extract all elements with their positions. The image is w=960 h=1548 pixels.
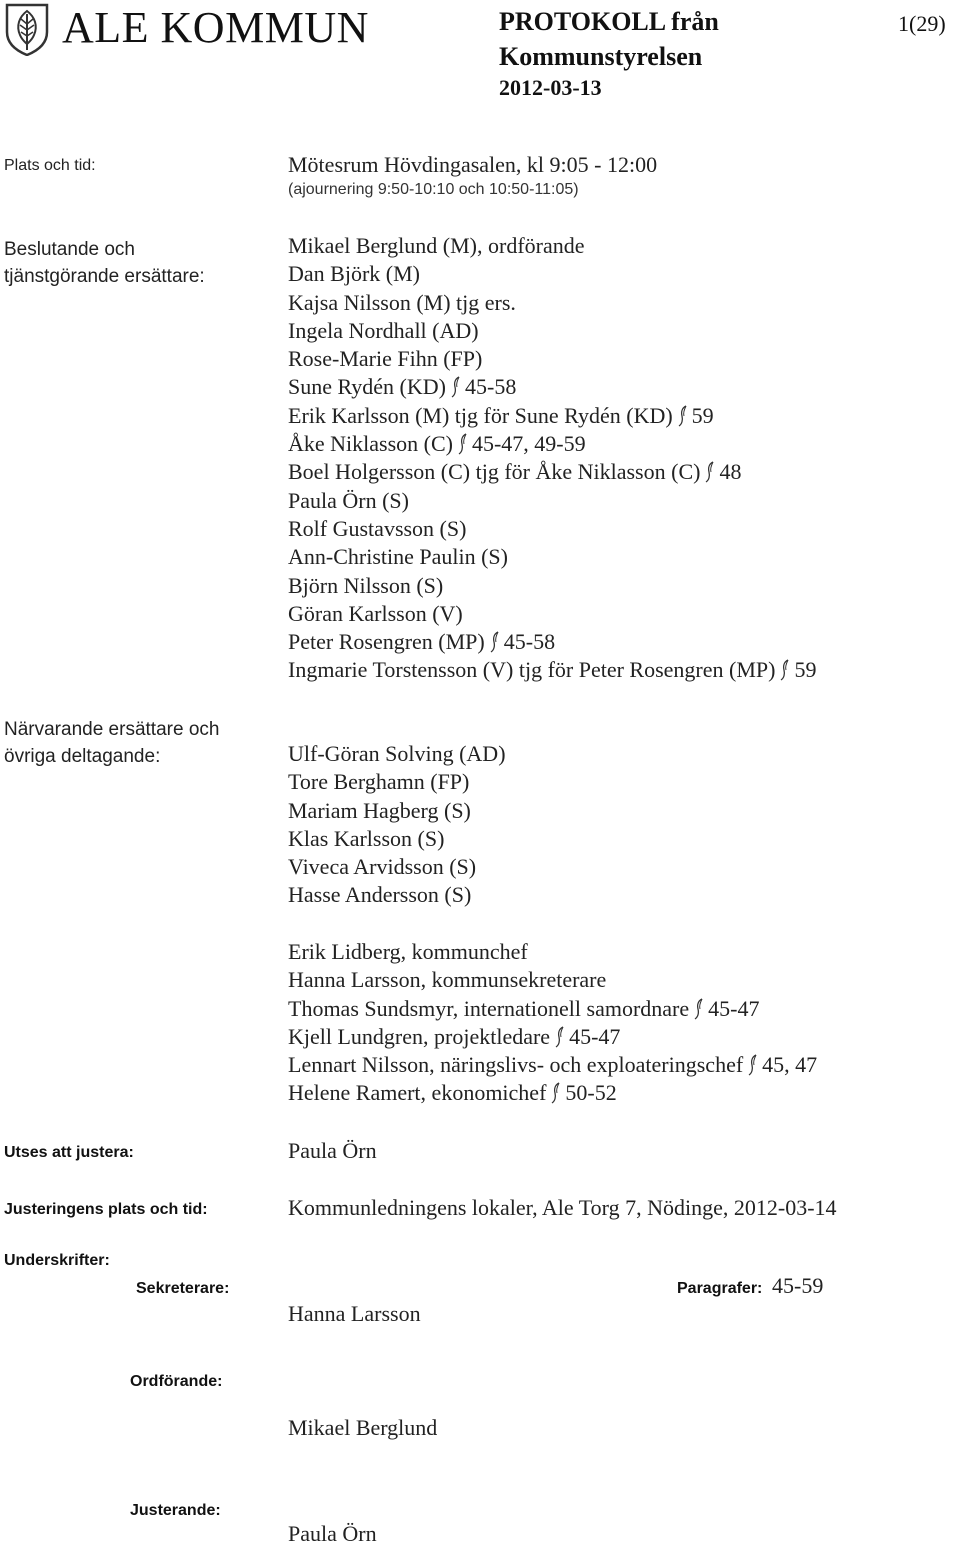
chair-label: Ordförande: [130,1373,223,1390]
list-item-text: Mikael Berglund (M), ordförande [288,233,585,258]
list-item [288,317,816,345]
list-item-text: Paula Örn (S) [288,487,409,513]
list-item-section: 59 [794,657,817,683]
document-date: 2012-03-13 [499,75,602,100]
officials-list [288,938,817,1108]
list-item [288,232,816,260]
list-item [288,373,816,401]
adjuster-label: Utses att justera: [4,1144,134,1161]
list-item-text: Ann-Christine Paulin (S) [288,544,508,570]
place-value: Mötesrum Hövdingasalen, kl 9:05 - 12:00 [288,152,658,177]
section-sign-icon [693,998,705,1020]
section-sign-icon [747,1054,759,1076]
list-item-text: Kajsa Nilsson (M) tjg ers. [288,289,516,315]
list-item [288,402,816,430]
list-item [288,543,816,571]
list-item-text: Kjell Lundgren, projektledare [288,1023,551,1049]
list-item-text: Göran Karlsson (V) [288,600,463,626]
list-item [288,938,817,966]
present-label-line-1: Närvarande ersättare och [4,719,220,740]
list-item [288,966,817,994]
chair-name: Mikael Berglund [288,1415,438,1440]
list-item [288,628,816,656]
section-sign-icon [554,1026,566,1048]
list-item [288,853,506,881]
list-item [288,995,817,1023]
list-item [288,458,816,486]
list-item [288,1023,817,1051]
list-item [288,656,816,684]
list-item [288,740,506,768]
list-item-text: Sune Rydén (KD) [288,374,446,400]
list-item-text: Helene Ramert, ekonomichef [288,1080,547,1106]
list-item-text: Ingmarie Torstensson (V) tjg för Peter Rosengren (MP) [288,657,776,683]
paragraphs-label: Paragrafer: [677,1280,763,1297]
place-note: (ajournering 9:50-10:10 och 10:50-11:05) [288,181,579,198]
list-item-text: Rose-Marie Fihn (FP) [288,346,483,372]
list-item [288,289,816,317]
page-number: 1(29) [898,11,946,36]
list-item [288,487,816,515]
section-sign-icon [457,433,469,455]
list-item-text: Rolf Gustavsson (S) [288,515,467,541]
adjuster-sign-name: Paula Örn [288,1521,377,1546]
list-item-text: Tore Berghamn (FP) [288,769,470,795]
list-item-section: 48 [719,459,742,485]
list-item [288,572,816,600]
present-label-line-2: övriga deltagande: [4,746,161,767]
section-sign-icon [704,461,716,483]
list-item-text: Boel Holgersson (C) tjg för Åke Niklasson (C) [288,459,701,485]
adjuster-sign-label: Justerande: [130,1502,221,1519]
org-name: ALE KOMMUN [62,3,369,52]
list-item-text: Ingela Nordhall (AD) [288,317,479,343]
list-item [288,881,506,909]
list-item-text: Erik Karlsson (M) tjg för Sune Rydén (KD) [288,402,673,428]
list-item [288,768,506,796]
list-item-text: Hasse Andersson (S) [288,882,472,908]
adjuster-value: Paula Örn [288,1138,377,1163]
present-list [288,740,506,910]
deciding-label-line-2: tjänstgörande ersättare: [4,266,205,287]
list-item-section: 45-58 [503,629,556,655]
list-item-text: Åke Niklasson (C) [288,431,453,457]
list-item-text: Ulf-Göran Solving (AD) [288,741,506,766]
list-item [288,430,816,458]
secretary-label: Sekreterare: [136,1280,230,1297]
list-item-section: 45-47, 49-59 [471,431,586,457]
list-item-text: Mariam Hagberg (S) [288,797,471,823]
secretary-name: Hanna Larsson [288,1301,421,1326]
list-item [288,600,816,628]
list-item-section: 45-58 [465,374,517,400]
list-item-section: 59 [691,402,714,428]
list-item-text: Erik Lidberg, kommunchef [288,939,528,964]
section-sign-icon [450,376,462,398]
list-item-text: Hanna Larsson, kommunsekreterare [288,967,607,993]
adjust-place-value: Kommunledningens lokaler, Ale Torg 7, Nödinge, 2012-03-14 [288,1195,837,1220]
section-sign-icon [779,659,791,681]
place-label: Plats och tid: [4,157,96,174]
list-item-section: 45, 47 [762,1052,818,1078]
list-item [288,825,506,853]
list-item-text: Thomas Sundsmyr, internationell samordnare [288,995,690,1021]
list-item [288,345,816,373]
ale-kommun-logo-icon [4,2,50,56]
document-title: PROTOKOLL från [499,7,719,36]
list-item-section: 45-47 [569,1023,621,1049]
deciding-label [4,236,205,290]
section-sign-icon [550,1082,562,1104]
list-item-text: Peter Rosengren (MP) [288,629,485,655]
signatures-label: Underskrifter: [4,1252,110,1269]
list-item [288,797,506,825]
list-item [288,515,816,543]
list-item-text: Klas Karlsson (S) [288,825,445,851]
list-item-section: 50-52 [565,1080,617,1106]
list-item-section: 45-47 [708,995,760,1021]
list-item [288,1079,817,1107]
deciding-list [288,232,816,685]
present-label [4,716,219,770]
section-sign-icon [489,631,501,653]
list-item-text: Björn Nilsson (S) [288,572,444,598]
list-item-text: Viveca Arvidsson (S) [288,854,477,880]
list-item [288,260,816,288]
document-subtitle: Kommunstyrelsen [499,42,703,71]
list-item [288,1051,817,1079]
paragraphs-value: 45-59 [772,1273,824,1298]
list-item-text: Lennart Nilsson, näringslivs- och exploateringschef [288,1052,744,1078]
section-sign-icon [677,405,689,427]
list-item-text: Dan Björk (M) [288,261,420,287]
deciding-label-line-1: Beslutande och [4,239,135,260]
adjust-place-label: Justeringens plats och tid: [4,1201,208,1218]
